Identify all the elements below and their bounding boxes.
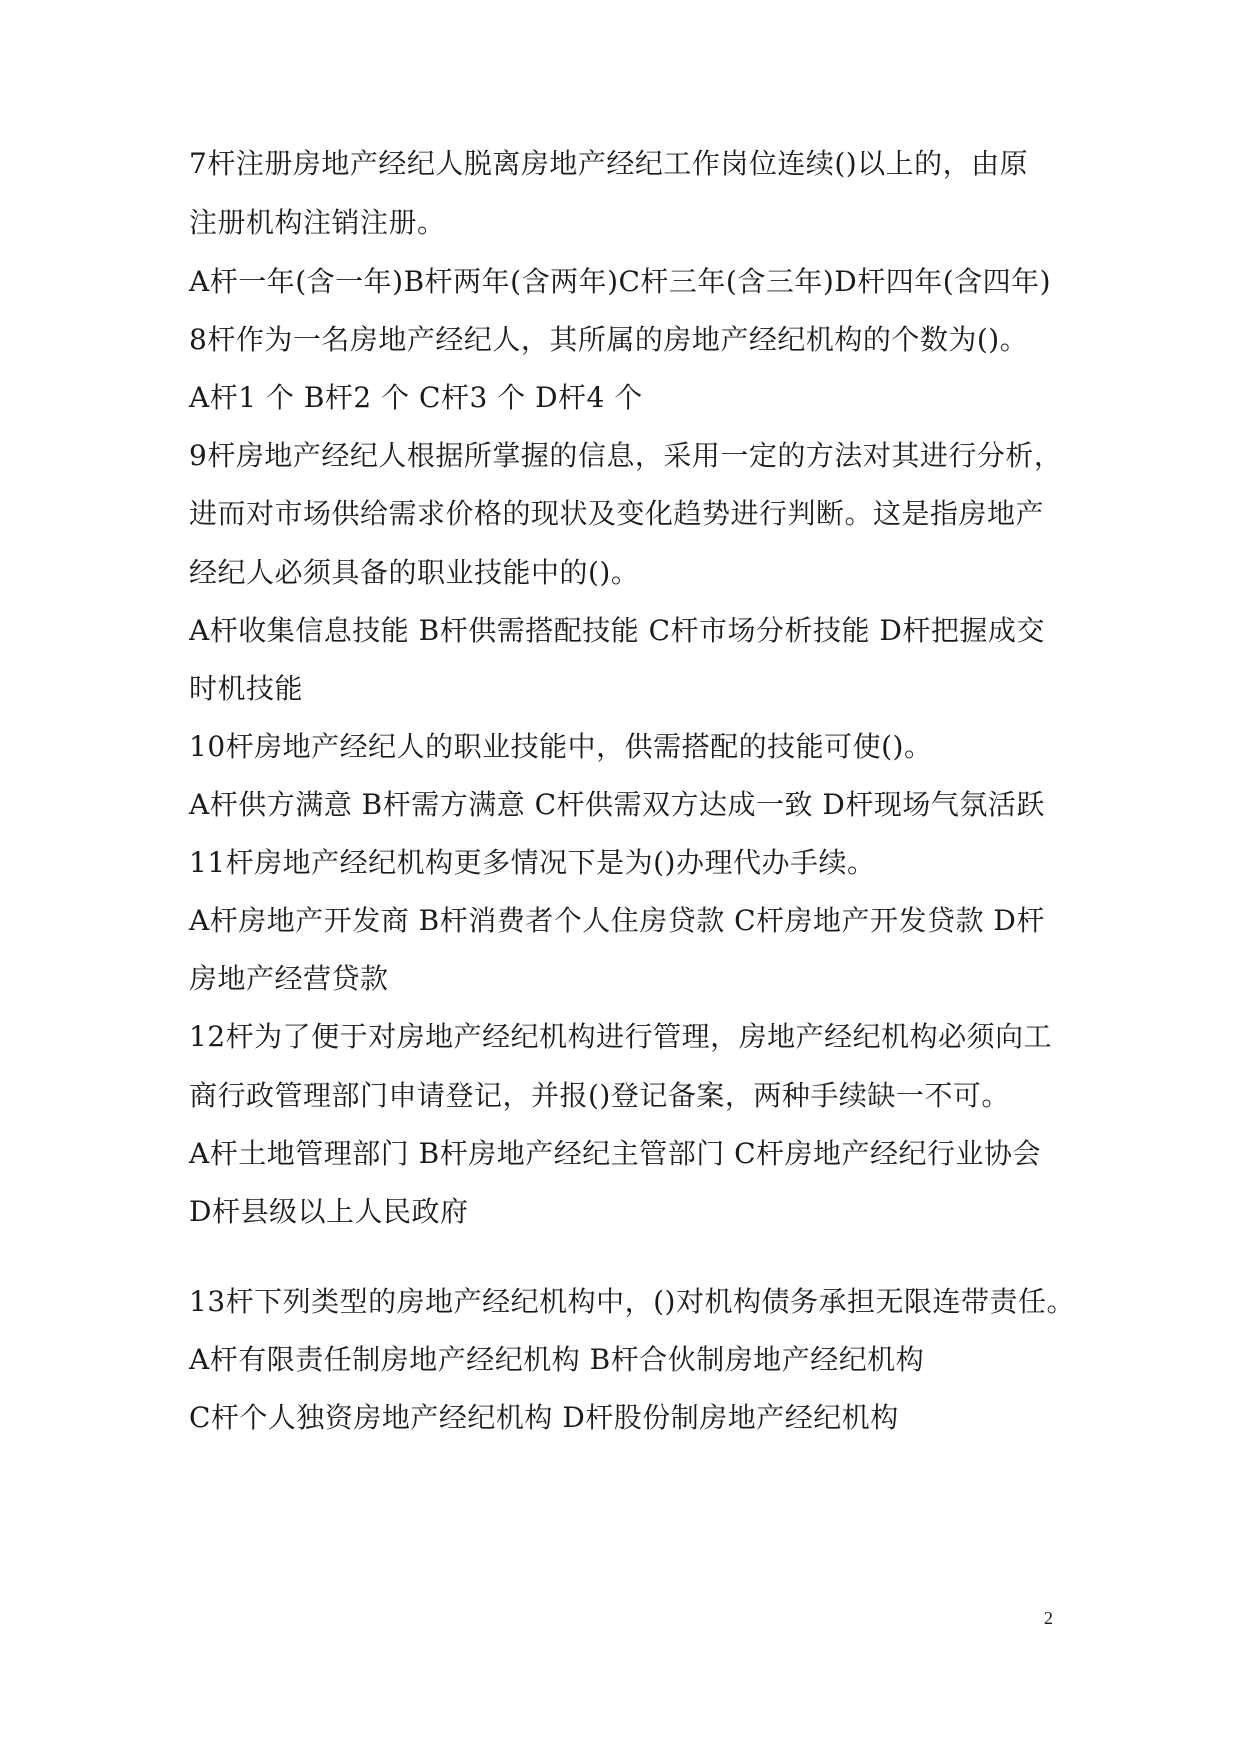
- q11-options-line-1: A杆房地产开发商 B杆消费者个人住房贷款 C杆房地产开发贷款 D杆: [189, 904, 1045, 937]
- q9-options-line-1: A杆收集信息技能 B杆供需搭配技能 C杆市场分析技能 D杆把握成交: [189, 614, 1045, 647]
- q12-options-line-2: D杆县级以上人民政府: [189, 1195, 469, 1228]
- q11-options-line-2: 房地产经营贷款: [189, 962, 389, 995]
- q10-stem: 10杆房地产经纪人的职业技能中，供需搭配的技能可使()。: [189, 730, 933, 763]
- q8-options: A杆1 个 B杆2 个 C杆3 个 D杆4 个: [189, 381, 643, 414]
- q10-options: A杆供方满意 B杆需方满意 C杆供需双方达成一致 D杆现场气氛活跃: [189, 788, 1045, 821]
- page-number: 2: [1044, 1608, 1053, 1628]
- q7-stem-line-2: 注册机构注销注册。: [189, 206, 446, 239]
- q12-stem-line-2: 商行政管理部门申请登记，并报()登记备案，两种手续缺一不可。: [189, 1079, 1010, 1112]
- q13-options-line-2: C杆个人独资房地产经纪机构 D杆股份制房地产经纪机构: [189, 1401, 899, 1434]
- q9-stem-line-1: 9杆房地产经纪人根据所掌握的信息，采用一定的方法对其进行分析，: [189, 439, 1063, 472]
- q12-stem-line-1: 12杆为了便于对房地产经纪机构进行管理，房地产经纪机构必须向工: [189, 1020, 1053, 1053]
- q13-stem: 13杆下列类型的房地产经纪机构中，()对机构债务承担无限连带责任。: [189, 1285, 1075, 1318]
- q8-stem: 8杆作为一名房地产经纪人，其所属的房地产经纪机构的个数为()。: [189, 323, 1029, 356]
- q9-options-line-2: 时机技能: [189, 672, 304, 705]
- q13-options-line-1: A杆有限责任制房地产经纪机构 B杆合伙制房地产经纪机构: [189, 1343, 925, 1376]
- q11-stem: 11杆房地产经纪机构更多情况下是为()办理代办手续。: [189, 846, 876, 879]
- q12-options-line-1: A杆土地管理部门 B杆房地产经纪主管部门 C杆房地产经纪行业协会: [189, 1137, 1042, 1170]
- q9-stem-line-2: 进而对市场供给需求价格的现状及变化趋势进行判断。这是指房地产: [189, 497, 1045, 530]
- q9-stem-line-3: 经纪人必须具备的职业技能中的()。: [189, 556, 640, 589]
- q7-stem-line-1: 7杆注册房地产经纪人脱离房地产经纪工作岗位连续()以上的，由原: [189, 147, 1029, 180]
- q7-options: A杆一年(含一年)B杆两年(含两年)C杆三年(含三年)D杆四年(含四年): [189, 265, 1052, 298]
